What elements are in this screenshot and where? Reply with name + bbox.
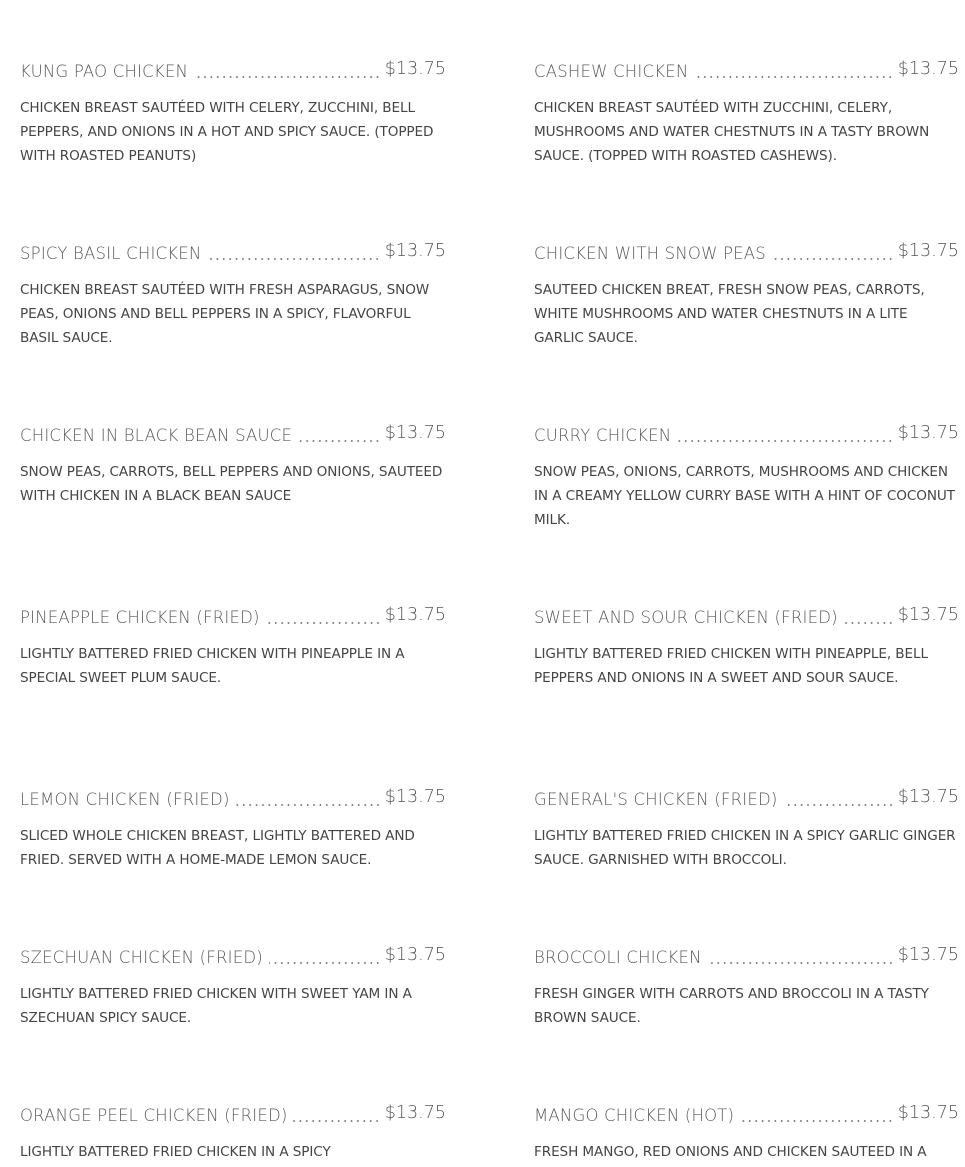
menu-item-name: BROCCOLI CHICKEN — [534, 948, 702, 967]
menu-item-description: SNOW PEAS, ONIONS, CARROTS, MUSHROOMS AND CHICKEN IN A CREAMY YELLOW CURRY BASE WITH A HINT OF COCONUT MILK. — [534, 464, 955, 528]
menu-item-name: SPICY BASIL CHICKEN — [20, 244, 202, 263]
dot-leader — [694, 76, 893, 78]
menu-item-price: $13.75 — [384, 59, 446, 79]
menu-item-description: LIGHTLY BATTERED FRIED CHICKEN WITH SWEET YAM IN A SZECHUAN SPICY SAUCE. — [20, 986, 412, 1026]
menu-item-name: KUNG PAO CHICKEN — [20, 62, 189, 81]
menu-item-header — [534, 602, 959, 628]
menu-item-description: CHICKEN BREAST SAUTÉED WITH CELERY, ZUCCHINI, BELL PEPPERS, AND ONIONS IN A HOT AND SPICY SAUCE. (TOPPED WITH ROASTED PEANUTS) — [20, 100, 434, 164]
menu-item-price: $13.75 — [897, 241, 959, 261]
menu-item-description: SNOW PEAS, CARROTS, BELL PEPPERS AND ONIONS, SAUTEED WITH CHICKEN IN A BLACK BEAN SAUCE — [20, 464, 443, 504]
menu-item-description: SLICED WHOLE CHICKEN BREAST, LIGHTLY BATTERED AND FRIED. SERVED WITH A HOME-MADE LEMON SAUCE. — [20, 828, 415, 868]
dot-leader — [784, 804, 894, 806]
menu-item-description: CHICKEN BREAST SAUTÉED WITH FRESH ASPARAGUS, SNOW PEAS, ONIONS AND BELL PEPPERS IN A SPICY, FLAVORFUL BASIL SAUCE. — [20, 282, 430, 346]
menu-item-description: LIGHTLY BATTERED FRIED CHICKEN IN A SPICY — [20, 1144, 331, 1160]
dot-leader — [740, 1120, 894, 1122]
menu-item-price: $13.75 — [897, 945, 959, 965]
menu-item-description: LIGHTLY BATTERED FRIED CHICKEN WITH PINEAPPLE IN A SPECIAL SWEET PLUM SAUCE. — [20, 646, 405, 686]
menu-item-header — [534, 1100, 959, 1126]
menu-item-price: $13.75 — [384, 241, 446, 261]
dot-leader — [207, 258, 380, 260]
dot-leader — [266, 622, 381, 624]
menu-item-name: ORANGE PEEL CHICKEN (FRIED) — [20, 1106, 288, 1125]
menu-item-name: CASHEW CHICKEN — [534, 62, 689, 81]
menu-item-header — [20, 1100, 446, 1126]
menu-item-header — [20, 784, 446, 810]
dot-leader — [269, 962, 381, 964]
menu-item-price: $13.75 — [384, 605, 446, 625]
menu-item-header — [20, 56, 446, 82]
menu-item-name: PINEAPPLE CHICKEN (FRIED) — [20, 608, 260, 627]
menu-item-header — [20, 942, 446, 968]
dot-leader — [708, 962, 894, 964]
menu-item-name: CURRY CHICKEN — [534, 426, 672, 445]
menu-item-name: CHICKEN WITH SNOW PEAS — [534, 244, 766, 263]
menu-item-description: FRESH GINGER WITH CARROTS AND BROCCOLI IN A TASTY BROWN SAUCE. — [534, 986, 929, 1026]
menu-item-price: $13.75 — [897, 423, 959, 443]
menu-item-name: SWEET AND SOUR CHICKEN (FRIED) — [534, 608, 838, 627]
dot-leader — [293, 1120, 380, 1122]
menu-item-price: $13.75 — [897, 787, 959, 807]
menu-item-header — [534, 56, 959, 82]
dot-leader — [236, 804, 381, 806]
menu-item-name: SZECHUAN CHICKEN (FRIED) — [20, 948, 263, 967]
menu-item-header — [20, 602, 446, 628]
menu-item-header — [20, 420, 446, 446]
menu-item-name: LEMON CHICKEN (FRIED) — [20, 790, 230, 809]
menu-item-header — [534, 784, 959, 810]
menu-item-header — [20, 238, 446, 264]
menu-item-price: $13.75 — [384, 945, 446, 965]
menu-item-header — [534, 942, 959, 968]
menu-item-price: $13.75 — [384, 1103, 446, 1123]
dot-leader — [298, 440, 381, 442]
menu-item-price: $13.75 — [384, 423, 446, 443]
menu-item-price: $13.75 — [384, 787, 446, 807]
menu-item-description: LIGHTLY BATTERED FRIED CHICKEN WITH PINEAPPLE, BELL PEPPERS AND ONIONS IN A SWEET AND SOUR SAUCE. — [534, 646, 928, 686]
menu-item-name: MANGO CHICKEN (HOT) — [534, 1106, 735, 1125]
menu-item-description: CHICKEN BREAST SAUTÉED WITH ZUCCHINI, CELERY, MUSHROOMS AND WATER CHESTNUTS IN A TASTY BROWN SAUCE. (TOPPED WITH ROASTED CASHEWS). — [534, 100, 930, 164]
menu-item-header — [534, 420, 959, 446]
dot-leader — [677, 440, 893, 442]
dot-leader — [844, 622, 894, 624]
dot-leader — [772, 258, 894, 260]
menu-item-price: $13.75 — [897, 605, 959, 625]
dot-leader — [194, 76, 381, 78]
menu-item-name: CHICKEN IN BLACK BEAN SAUCE — [20, 426, 293, 445]
menu-item-price: $13.75 — [897, 59, 959, 79]
menu-item-price: $13.75 — [897, 1103, 959, 1123]
menu-item-description: LIGHTLY BATTERED FRIED CHICKEN IN A SPICY GARLIC GINGER SAUCE. GARNISHED WITH BROCCOLI. — [534, 828, 956, 868]
menu-item-description: SAUTEED CHICKEN BREAT, FRESH SNOW PEAS, CARROTS, WHITE MUSHROOMS AND WATER CHESTNUTS IN A LITE GARLIC SAUCE. — [534, 282, 925, 346]
menu-item-name: GENERAL'S CHICKEN (FRIED) — [534, 790, 778, 809]
menu-item-description: FRESH MANGO, RED ONIONS AND CHICKEN SAUTEED IN A — [534, 1144, 927, 1160]
menu-item-header — [534, 238, 959, 264]
